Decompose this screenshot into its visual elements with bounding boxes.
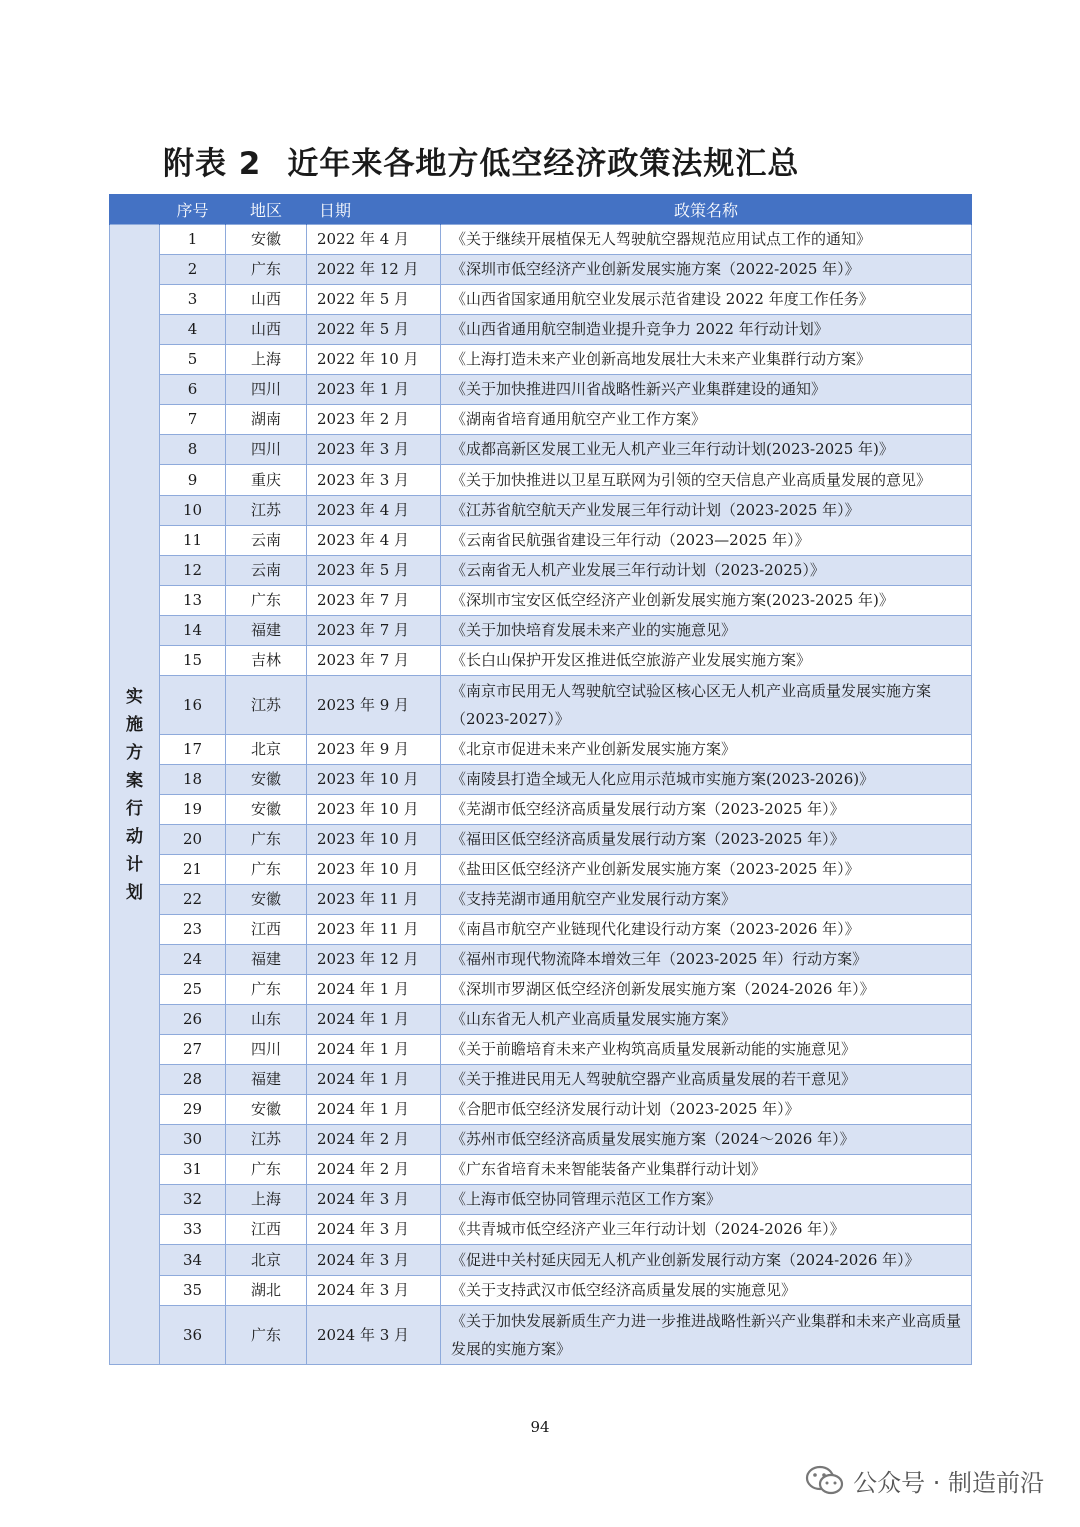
table-row [110, 315, 972, 345]
row-policy-name: 《深圳市罗湖区低空经济创新发展实施方案（2024-2026 年）》 [441, 975, 972, 1005]
row-number: 34 [160, 1245, 226, 1276]
row-policy-name: 《北京市促进未来产业创新发展实施方案》 [441, 735, 972, 765]
row-date: 2023 年 3 月 [307, 465, 441, 496]
row-policy-name: 《山西省通用航空制造业提升竞争力 2022 年行动计划》 [441, 315, 972, 345]
table-row [110, 526, 972, 556]
row-number: 21 [160, 855, 226, 885]
row-region: 湖南 [226, 405, 307, 435]
table-row [110, 795, 972, 825]
row-number: 20 [160, 825, 226, 855]
row-policy-name: 《苏州市低空经济高质量发展实施方案（2024～2026 年）》 [441, 1125, 972, 1155]
row-date: 2024 年 3 月 [307, 1276, 441, 1306]
row-number: 3 [160, 285, 226, 315]
table-row [110, 616, 972, 646]
row-number: 29 [160, 1095, 226, 1125]
row-number: 33 [160, 1215, 226, 1245]
table-row [110, 1065, 972, 1095]
row-date: 2023 年 3 月 [307, 435, 441, 465]
table-row [110, 885, 972, 915]
row-region: 安徽 [226, 225, 307, 255]
row-region: 广东 [226, 586, 307, 616]
row-policy-name: 《芜湖市低空经济高质量发展行动方案（2023-2025 年）》 [441, 795, 972, 825]
table-row [110, 1185, 972, 1215]
table-row [110, 225, 972, 255]
row-policy-name: 《长白山保护开发区推进低空旅游产业发展实施方案》 [441, 646, 972, 676]
row-policy-name: 《关于加快培育发展未来产业的实施意见》 [441, 616, 972, 646]
table-row [110, 285, 972, 315]
table-row [110, 646, 972, 676]
row-number: 15 [160, 646, 226, 676]
row-number: 11 [160, 526, 226, 556]
row-date: 2024 年 1 月 [307, 1005, 441, 1035]
category-label: 实施方案行动计划 [126, 686, 143, 903]
row-number: 19 [160, 795, 226, 825]
row-region: 广东 [226, 1306, 307, 1365]
row-number: 9 [160, 465, 226, 496]
row-date: 2023 年 5 月 [307, 556, 441, 586]
row-region: 江苏 [226, 676, 307, 735]
row-date: 2024 年 1 月 [307, 1095, 441, 1125]
row-date: 2023 年 9 月 [307, 676, 441, 735]
row-policy-name: 《云南省无人机产业发展三年行动计划（2023-2025）》 [441, 556, 972, 586]
row-date: 2024 年 3 月 [307, 1245, 441, 1276]
row-policy-name: 《成都高新区发展工业无人机产业三年行动计划(2023-2025 年)》 [441, 435, 972, 465]
title-prefix: 附表 2 [163, 146, 262, 182]
category-cell [110, 225, 160, 1365]
row-date: 2024 年 2 月 [307, 1155, 441, 1185]
row-policy-name: 《深圳市宝安区低空经济产业创新发展实施方案(2023-2025 年)》 [441, 586, 972, 616]
row-policy-name: 《南昌市航空产业链现代化建设行动方案（2023-2026 年）》 [441, 915, 972, 945]
row-policy-name: 《关于加快推进以卫星互联网为引领的空天信息产业高质量发展的意见》 [441, 465, 972, 496]
table-row [110, 915, 972, 945]
row-region: 四川 [226, 375, 307, 405]
row-date: 2024 年 1 月 [307, 975, 441, 1005]
footer-watermark [805, 1463, 1044, 1498]
table-row [110, 1215, 972, 1245]
row-policy-name: 《深圳市低空经济产业创新发展实施方案（2022-2025 年）》 [441, 255, 972, 285]
row-date: 2024 年 3 月 [307, 1215, 441, 1245]
row-policy-name: 《上海打造未来产业创新高地发展壮大未来产业集群行动方案》 [441, 345, 972, 375]
row-number: 22 [160, 885, 226, 915]
row-policy-name: 《促进中关村延庆园无人机产业创新发展行动方案（2024-2026 年）》 [441, 1245, 972, 1276]
row-policy-name: 《南京市民用无人驾驶航空试验区核心区无人机产业高质量发展实施方案（2023-2027）》 [441, 676, 972, 735]
row-number: 5 [160, 345, 226, 375]
header-policy-name: 政策名称 [441, 194, 972, 225]
row-region: 云南 [226, 526, 307, 556]
row-date: 2023 年 11 月 [307, 885, 441, 915]
row-region: 云南 [226, 556, 307, 586]
page-title [163, 138, 799, 183]
row-policy-name: 《南陵县打造全域无人化应用示范城市实施方案(2023-2026)》 [441, 765, 972, 795]
header-date: 日期 [307, 194, 441, 225]
row-date: 2024 年 1 月 [307, 1065, 441, 1095]
table-row [110, 1245, 972, 1276]
row-number: 2 [160, 255, 226, 285]
row-region: 重庆 [226, 465, 307, 496]
row-number: 13 [160, 586, 226, 616]
row-region: 广东 [226, 855, 307, 885]
row-policy-name: 《关于支持武汉市低空经济高质量发展的实施意见》 [441, 1276, 972, 1306]
table-row [110, 586, 972, 616]
footer-text: 公众号 · 制造前沿 [853, 1469, 1044, 1497]
table-row [110, 496, 972, 526]
row-number: 17 [160, 735, 226, 765]
row-region: 江苏 [226, 496, 307, 526]
table-row [110, 435, 972, 465]
row-region: 安徽 [226, 1095, 307, 1125]
row-policy-name: 《福州市现代物流降本增效三年（2023-2025 年）行动方案》 [441, 945, 972, 975]
table-row [110, 825, 972, 855]
row-date: 2024 年 3 月 [307, 1306, 441, 1365]
row-number: 16 [160, 676, 226, 735]
row-policy-name: 《盐田区低空经济产业创新发展实施方案（2023-2025 年）》 [441, 855, 972, 885]
table-row [110, 676, 972, 735]
row-date: 2023 年 2 月 [307, 405, 441, 435]
row-policy-name: 《湖南省培育通用航空产业工作方案》 [441, 405, 972, 435]
row-policy-name: 《江苏省航空航天产业发展三年行动计划（2023-2025 年）》 [441, 496, 972, 526]
row-number: 27 [160, 1035, 226, 1065]
row-region: 广东 [226, 1155, 307, 1185]
row-region: 北京 [226, 1245, 307, 1276]
row-number: 12 [160, 556, 226, 586]
row-date: 2023 年 10 月 [307, 825, 441, 855]
row-region: 广东 [226, 825, 307, 855]
table-row [110, 255, 972, 285]
row-date: 2023 年 10 月 [307, 795, 441, 825]
row-policy-name: 《关于加快发展新质生产力进一步推进战略性新兴产业集群和未来产业高质量发展的实施方案》 [441, 1306, 972, 1365]
row-number: 31 [160, 1155, 226, 1185]
table-header-row [110, 194, 972, 225]
title-text: 近年来各地方低空经济政策法规汇总 [287, 146, 800, 182]
row-date: 2023 年 9 月 [307, 735, 441, 765]
row-number: 14 [160, 616, 226, 646]
row-policy-name: 《关于加快推进四川省战略性新兴产业集群建设的通知》 [441, 375, 972, 405]
table-row [110, 1005, 972, 1035]
row-region: 四川 [226, 1035, 307, 1065]
row-region: 广东 [226, 255, 307, 285]
row-policy-name: 《山西省国家通用航空业发展示范省建设 2022 年度工作任务》 [441, 285, 972, 315]
row-region: 上海 [226, 1185, 307, 1215]
row-date: 2022 年 5 月 [307, 285, 441, 315]
row-date: 2024 年 3 月 [307, 1185, 441, 1215]
row-policy-name: 《云南省民航强省建设三年行动（2023—2025 年）》 [441, 526, 972, 556]
row-region: 山东 [226, 1005, 307, 1035]
header-blank [110, 194, 160, 225]
row-number: 1 [160, 225, 226, 255]
table-row [110, 375, 972, 405]
table-row [110, 556, 972, 586]
row-region: 安徽 [226, 795, 307, 825]
row-number: 6 [160, 375, 226, 405]
row-date: 2022 年 10 月 [307, 345, 441, 375]
row-region: 安徽 [226, 885, 307, 915]
row-date: 2022 年 12 月 [307, 255, 441, 285]
row-region: 福建 [226, 1065, 307, 1095]
row-policy-name: 《山东省无人机产业高质量发展实施方案》 [441, 1005, 972, 1035]
row-region: 山西 [226, 285, 307, 315]
row-number: 18 [160, 765, 226, 795]
row-date: 2023 年 7 月 [307, 646, 441, 676]
row-date: 2023 年 10 月 [307, 765, 441, 795]
row-date: 2023 年 4 月 [307, 496, 441, 526]
table-row [110, 945, 972, 975]
table-row [110, 1155, 972, 1185]
header-no: 序号 [160, 194, 226, 225]
row-number: 4 [160, 315, 226, 345]
row-number: 23 [160, 915, 226, 945]
table-row [110, 465, 972, 496]
row-policy-name: 《广东省培育未来智能装备产业集群行动计划》 [441, 1155, 972, 1185]
row-region: 四川 [226, 435, 307, 465]
row-region: 福建 [226, 616, 307, 646]
row-policy-name: 《福田区低空经济高质量发展行动方案（2023-2025 年）》 [441, 825, 972, 855]
row-date: 2022 年 4 月 [307, 225, 441, 255]
policy-table [109, 194, 972, 1365]
row-number: 24 [160, 945, 226, 975]
page-number: 94 [530, 1418, 550, 1436]
row-region: 江西 [226, 1215, 307, 1245]
row-date: 2023 年 12 月 [307, 945, 441, 975]
row-region: 湖北 [226, 1276, 307, 1306]
row-number: 25 [160, 975, 226, 1005]
row-number: 7 [160, 405, 226, 435]
row-date: 2023 年 7 月 [307, 586, 441, 616]
row-number: 36 [160, 1306, 226, 1365]
row-date: 2022 年 5 月 [307, 315, 441, 345]
row-policy-name: 《关于前瞻培育未来产业构筑高质量发展新动能的实施意见》 [441, 1035, 972, 1065]
row-region: 吉林 [226, 646, 307, 676]
row-policy-name: 《合肥市低空经济发展行动计划（2023-2025 年）》 [441, 1095, 972, 1125]
row-policy-name: 《共青城市低空经济产业三年行动计划（2024-2026 年）》 [441, 1215, 972, 1245]
table-row [110, 735, 972, 765]
row-region: 广东 [226, 975, 307, 1005]
row-policy-name: 《关于推进民用无人驾驶航空器产业高质量发展的若干意见》 [441, 1065, 972, 1095]
row-date: 2023 年 1 月 [307, 375, 441, 405]
table-row [110, 1125, 972, 1155]
row-number: 26 [160, 1005, 226, 1035]
table-row [110, 765, 972, 795]
row-date: 2024 年 1 月 [307, 1035, 441, 1065]
wechat-icon [805, 1464, 845, 1498]
table-row [110, 855, 972, 885]
table-row [110, 1095, 972, 1125]
row-region: 江苏 [226, 1125, 307, 1155]
row-policy-name: 《关于继续开展植保无人驾驶航空器规范应用试点工作的通知》 [441, 225, 972, 255]
row-date: 2023 年 4 月 [307, 526, 441, 556]
row-policy-name: 《支持芜湖市通用航空产业发展行动方案》 [441, 885, 972, 915]
table-row [110, 345, 972, 375]
row-region: 山西 [226, 315, 307, 345]
row-number: 30 [160, 1125, 226, 1155]
header-region: 地区 [226, 194, 307, 225]
table-row [110, 1276, 972, 1306]
table-row [110, 1306, 972, 1365]
row-number: 35 [160, 1276, 226, 1306]
table-row [110, 405, 972, 435]
row-date: 2023 年 10 月 [307, 855, 441, 885]
row-date: 2024 年 2 月 [307, 1125, 441, 1155]
row-number: 10 [160, 496, 226, 526]
row-region: 江西 [226, 915, 307, 945]
table-row [110, 975, 972, 1005]
row-date: 2023 年 7 月 [307, 616, 441, 646]
row-policy-name: 《上海市低空协同管理示范区工作方案》 [441, 1185, 972, 1215]
row-date: 2023 年 11 月 [307, 915, 441, 945]
row-region: 安徽 [226, 765, 307, 795]
table-row [110, 1035, 972, 1065]
row-region: 上海 [226, 345, 307, 375]
row-number: 28 [160, 1065, 226, 1095]
row-region: 北京 [226, 735, 307, 765]
row-number: 8 [160, 435, 226, 465]
row-region: 福建 [226, 945, 307, 975]
row-number: 32 [160, 1185, 226, 1215]
